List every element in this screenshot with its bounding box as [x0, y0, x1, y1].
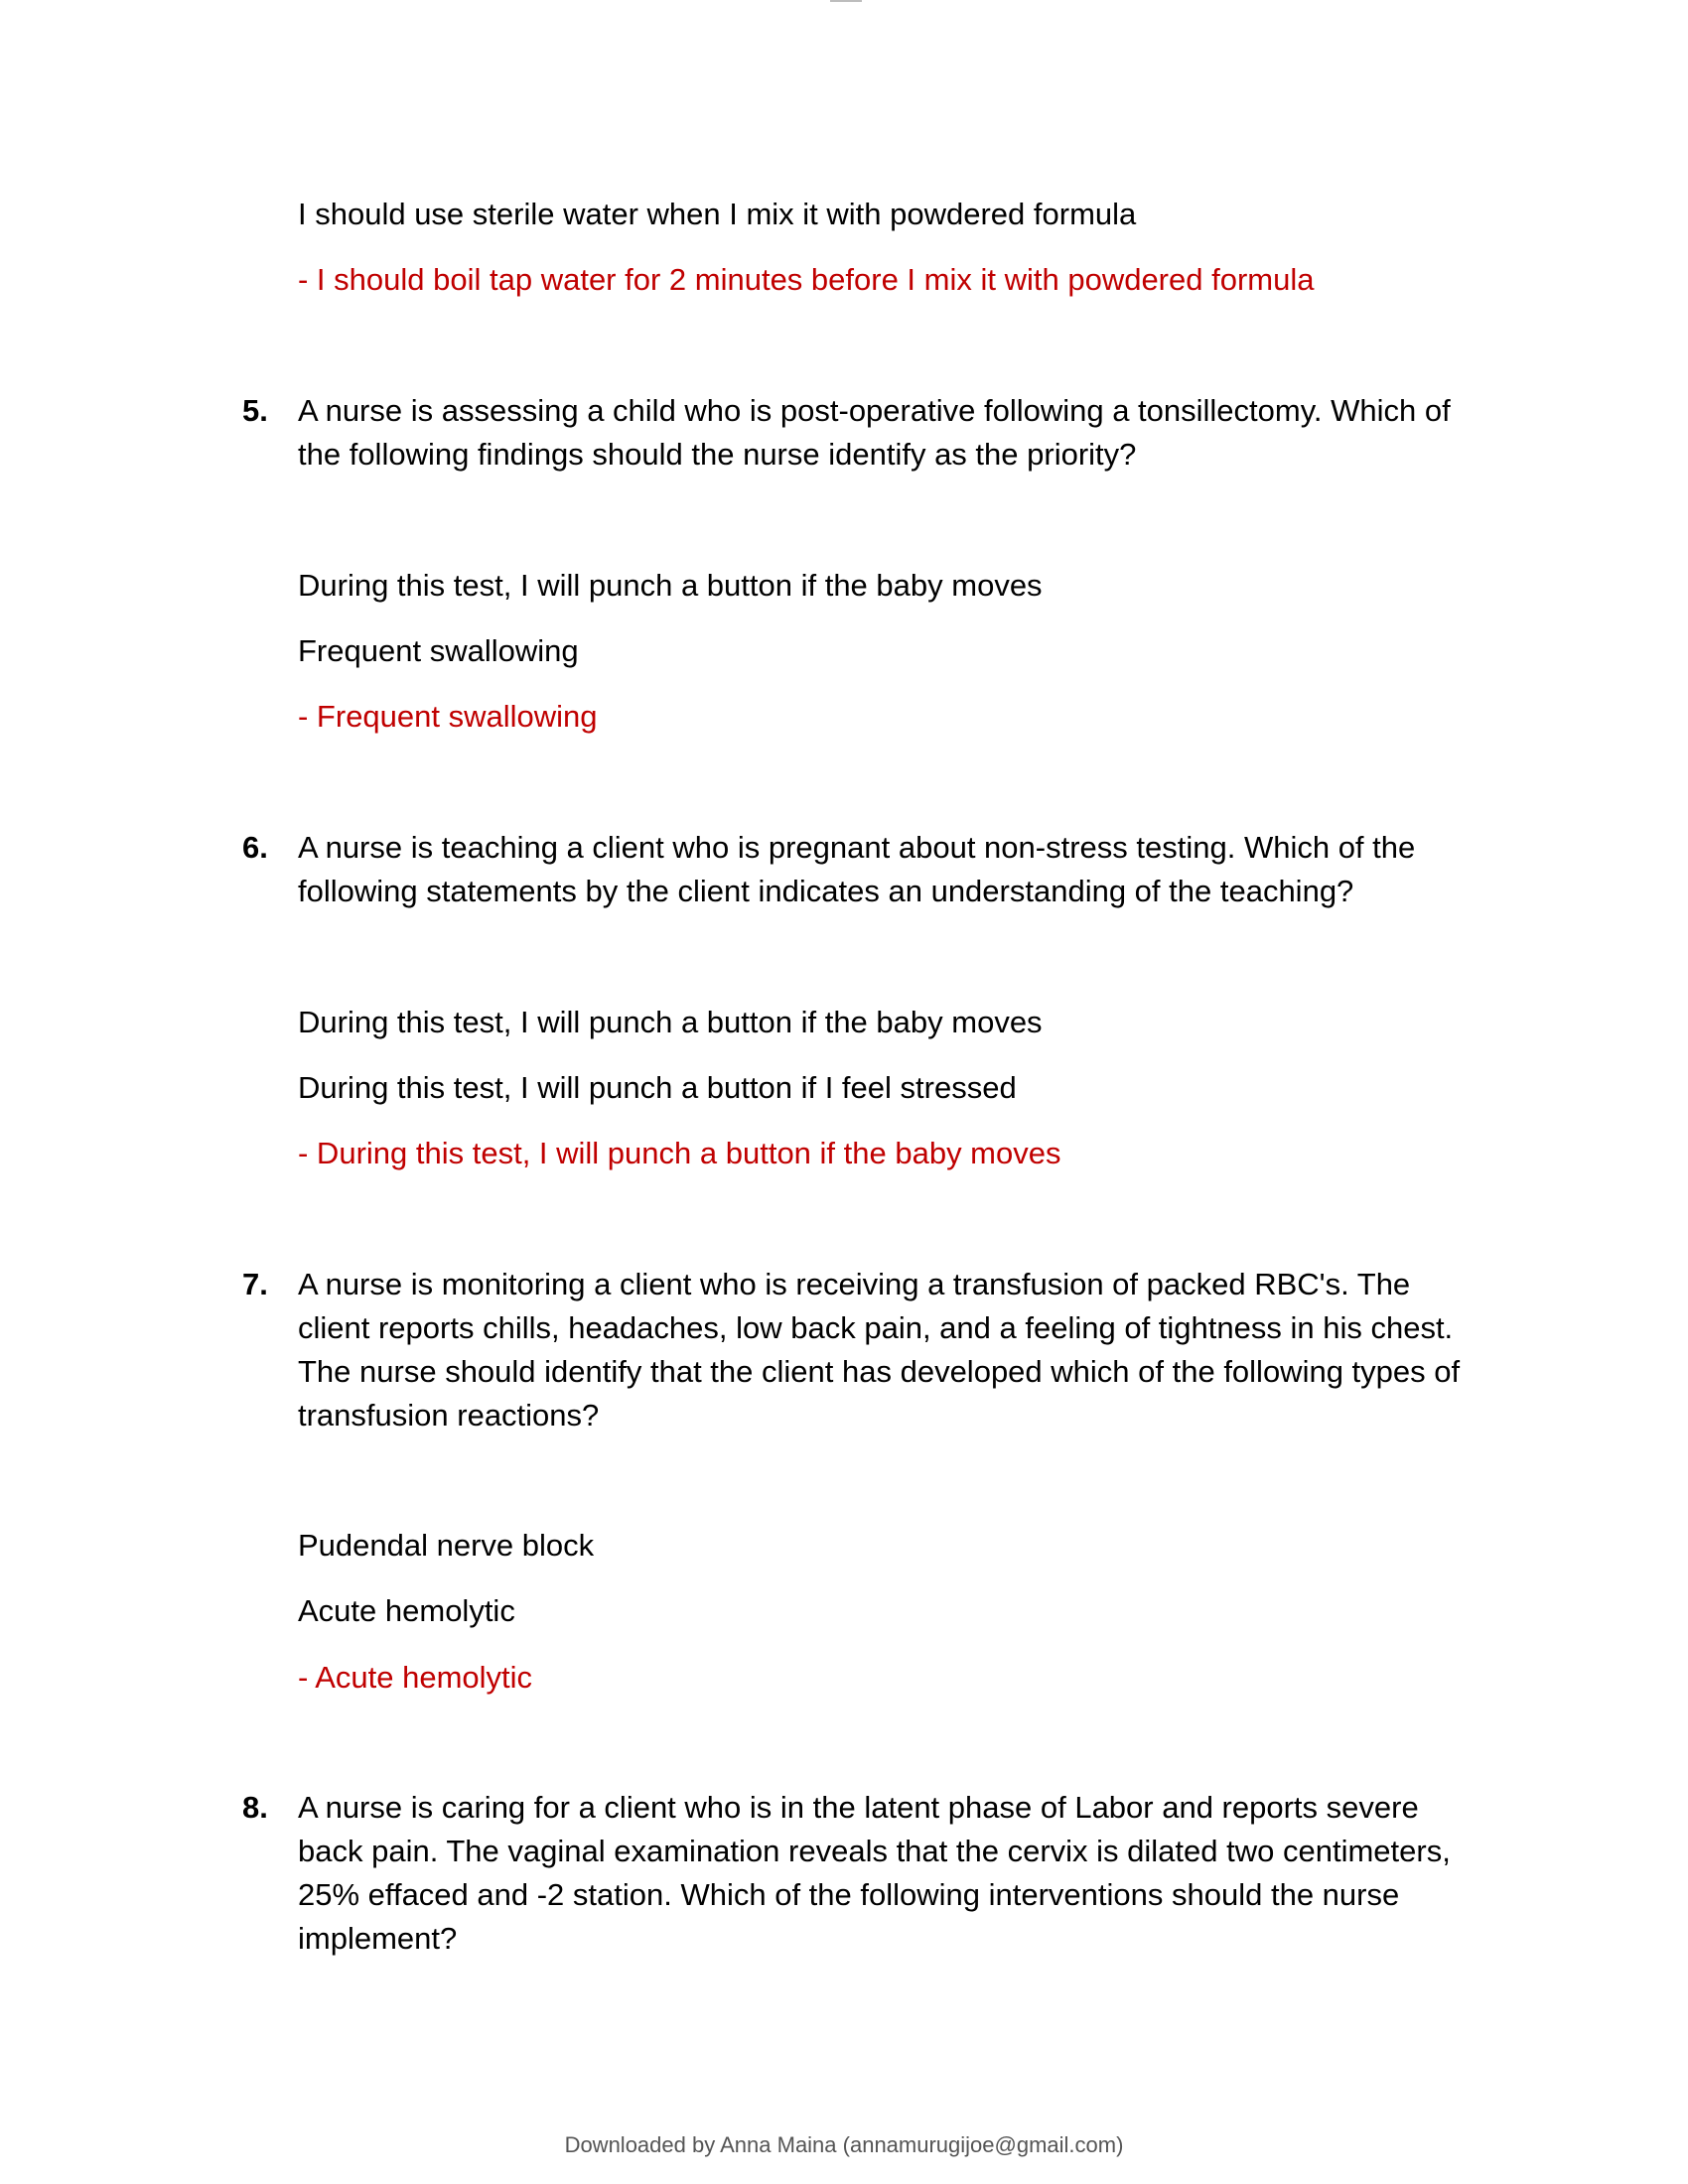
question-number: 6. [242, 830, 268, 865]
download-footer: Downloaded by Anna Maina (annamurugijoe@gmail.com) [564, 2132, 1124, 2157]
option-text: Pudendal nerve block [298, 1528, 595, 1563]
option-text: During this test, I will punch a button if the baby moves [298, 1005, 1043, 1039]
option-text: Frequent swallowing [298, 633, 579, 668]
question-6 [242, 826, 1493, 913]
question-5 [242, 389, 1493, 477]
option-text: I should use sterile water when I mix it with powdered formula [298, 197, 1137, 231]
option-text: During this test, I will punch a button if I feel stressed [298, 1070, 1017, 1105]
question-text: A nurse is monitoring a client who is receiving a transfusion of packed RBC's. The client reports chills, headaches, low back pain, and a feeling of tightness in his chest. The nurse should identify that the client has developed which of the following types of transfusion reactions? [298, 1267, 1461, 1433]
option-text: Acute hemolytic [298, 1593, 515, 1628]
question-7 [242, 1263, 1493, 1437]
answer-text: - Acute hemolytic [298, 1660, 533, 1695]
question-text: A nurse is caring for a client who is in the latent phase of Labor and reports severe back pain. The vaginal examination reveals that the cervix is dilated two centimeters, 25% effaced and -2 station. Which of the following interventions should the nurse implement? [298, 1790, 1451, 1956]
question-8 [242, 1786, 1493, 1961]
question-number: 7. [242, 1267, 268, 1301]
question-number: 8. [242, 1790, 268, 1825]
question-text: A nurse is assessing a child who is post-operative following a tonsillectomy. Which of the following findings should the nurse identify as the priority? [298, 393, 1451, 472]
option-text: During this test, I will punch a button if the baby moves [298, 568, 1043, 603]
answer-text: - Frequent swallowing [298, 699, 598, 734]
question-text: A nurse is teaching a client who is pregnant about non-stress testing. Which of the following statements by the client indicates an understanding of the teaching? [298, 830, 1416, 908]
answer-text: - During this test, I will punch a button if the baby moves [298, 1136, 1061, 1170]
answer-text: - I should boil tap water for 2 minutes before I mix it with powdered formula [298, 262, 1315, 297]
top-page-mark [830, 0, 862, 2]
question-number: 5. [242, 393, 268, 428]
